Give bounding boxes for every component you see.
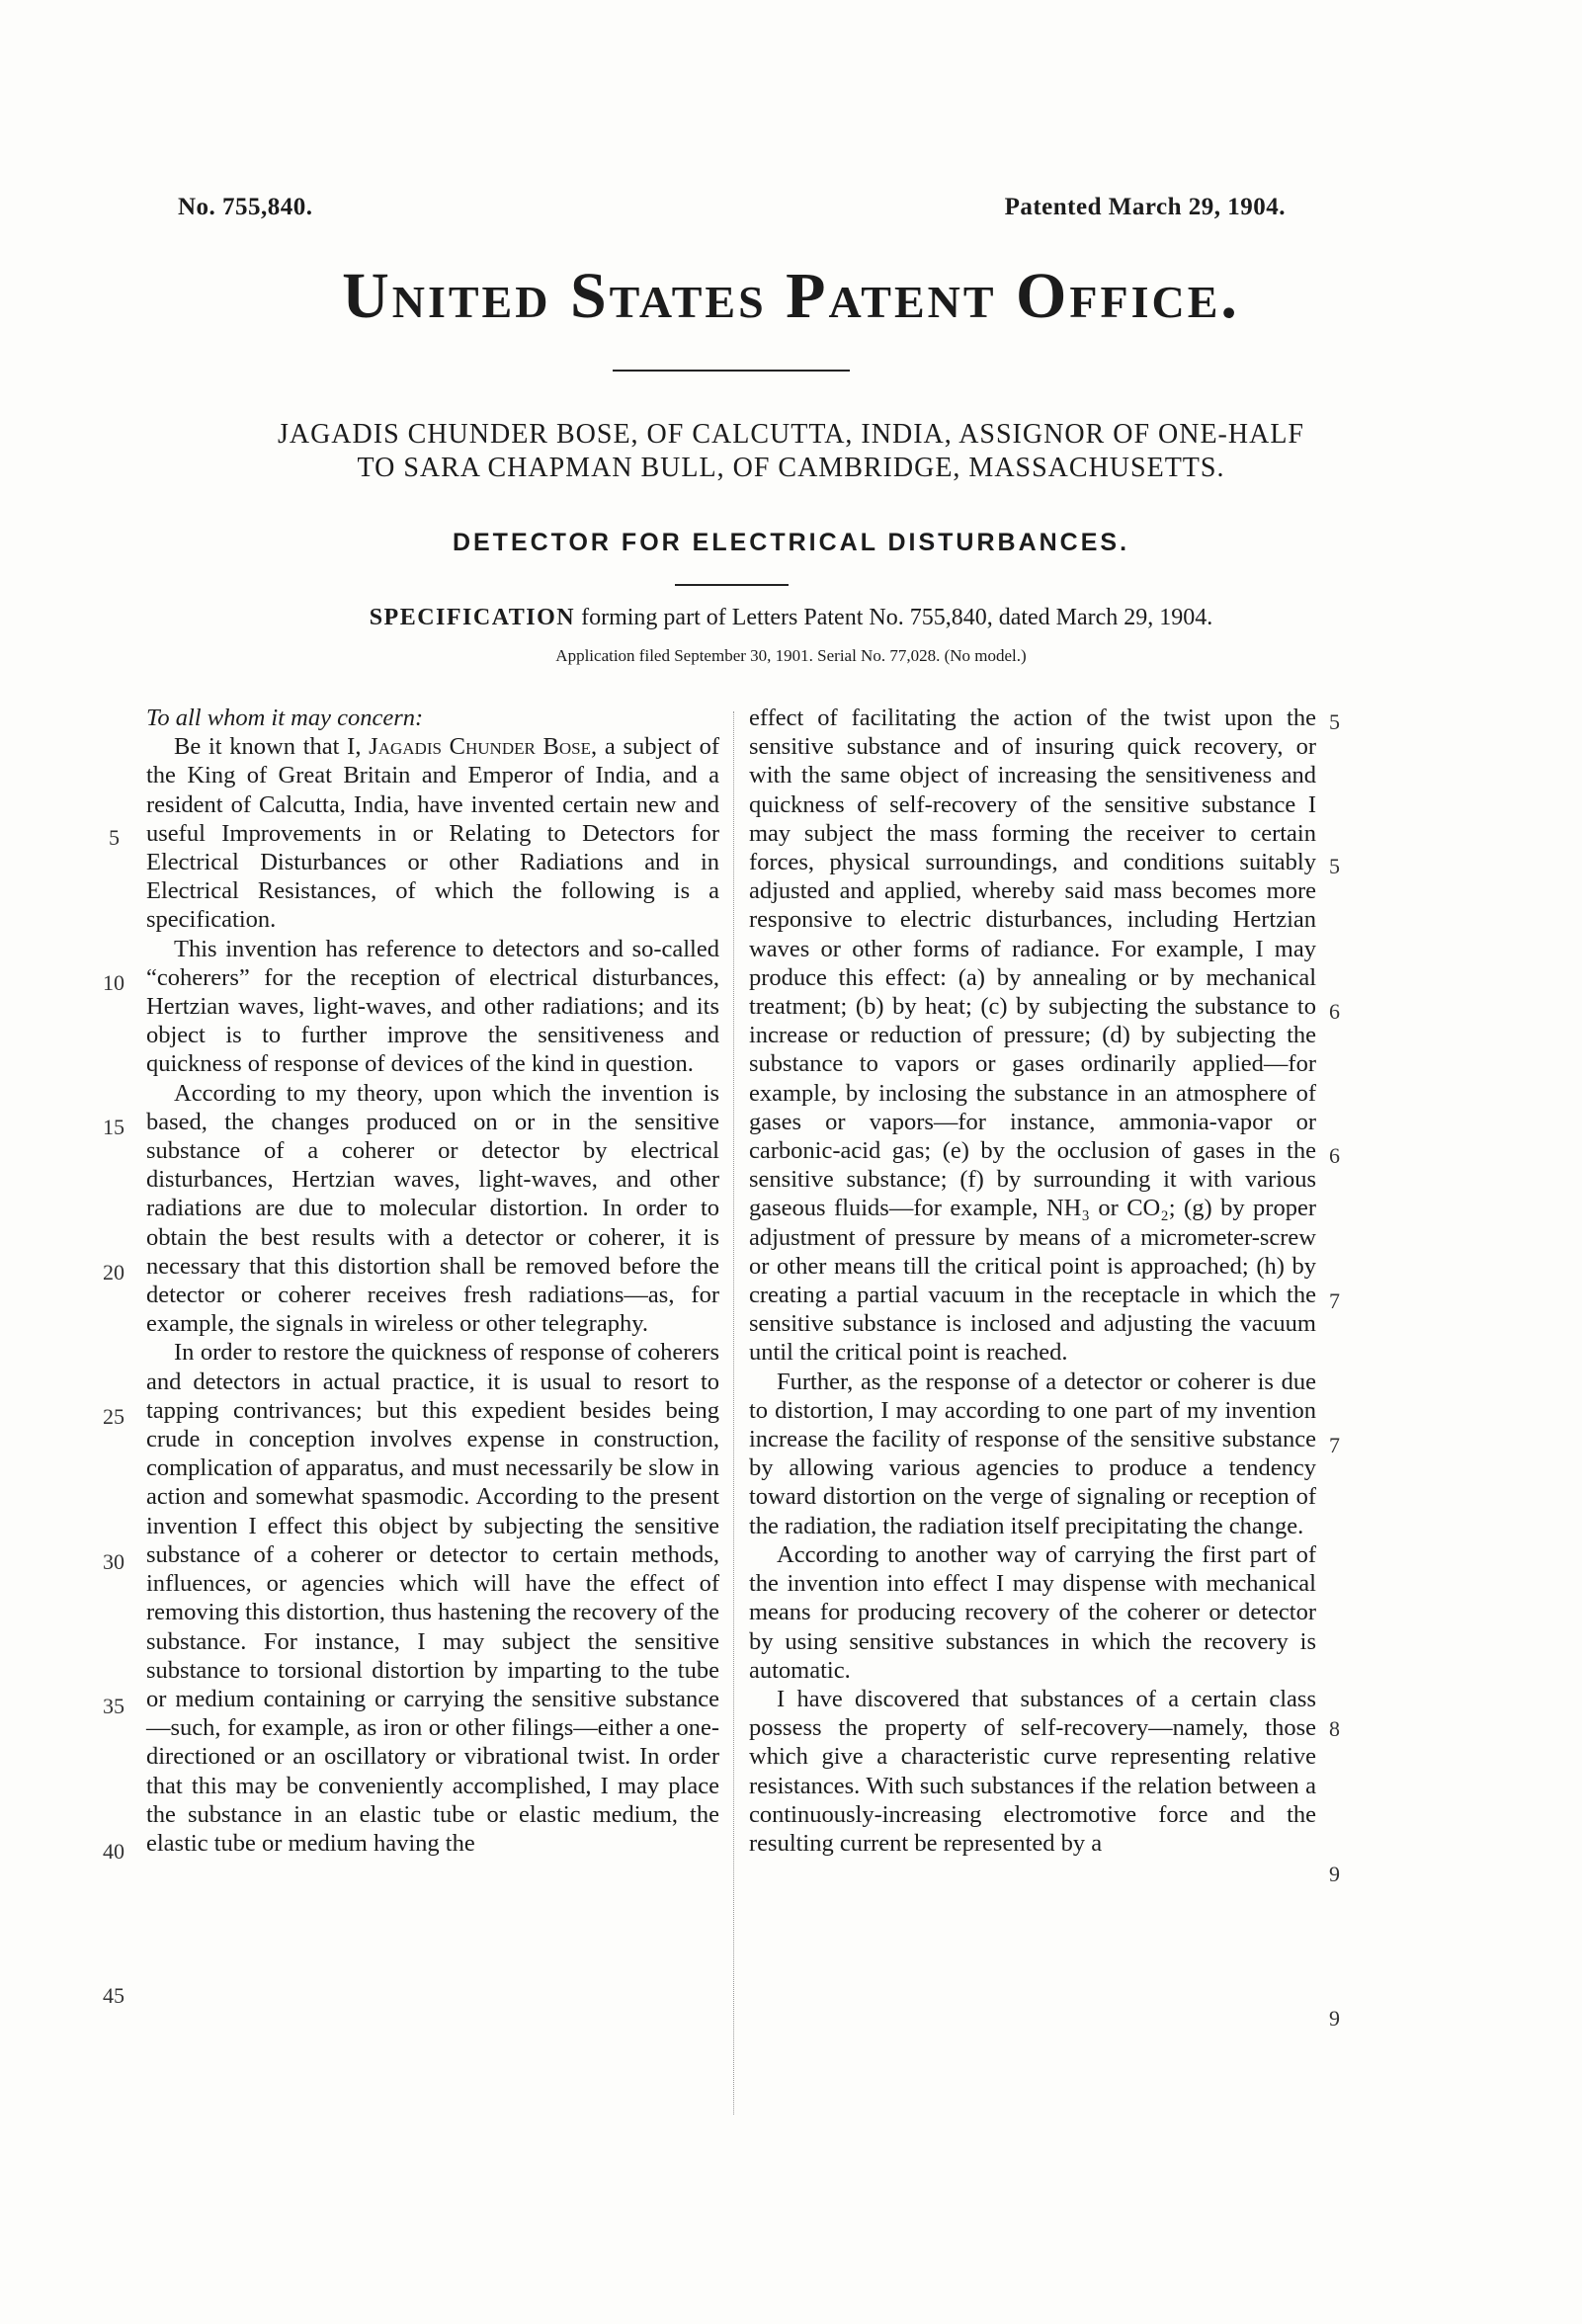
right-column — [749, 704, 1316, 1858]
p1-rest: , a subject of the King of Great Britain and Emperor of India, and a resident of Calcutta, India, have invented certain new and useful Improvements in or Relating to Detectors for Electrical Disturbances or other Radiations and in Electrical Resistances, of which the following is a specification. — [146, 733, 719, 934]
line-number: 6 — [1329, 1143, 1340, 1168]
application-line: Application filed September 30, 1901. Serial No. 77,028. (No model.) — [555, 646, 1027, 665]
line-number: 20 — [103, 1260, 125, 1285]
inventor-line-2: TO SARA CHAPMAN BULL, OF CAMBRIDGE, MASSACHUSETTS. — [357, 453, 1225, 483]
line-number: 25 — [103, 1404, 125, 1429]
right-paragraph-2: Further, as the response of a detector or coherer is due to distortion, I may according to one part of my invention increase the facility of response of the sensitive substance by allowing various agencies to produce a tendency toward distortion on the verge of signaling or reception of the radiation, the radiation itself precipitating the change. — [749, 1368, 1316, 1539]
specification-line — [0, 605, 1582, 631]
invention-title: DETECTOR FOR ELECTRICAL DISTURBANCES. — [452, 529, 1130, 556]
left-paragraph-1 — [146, 732, 719, 934]
office-title: United States Patent Office. — [342, 260, 1240, 332]
left-column — [146, 704, 719, 1858]
left-paragraph-4: In order to restore the quickness of response of coherers and detectors in actual practice, it is usual to resort to tapping contrivances; but this expedient besides being crude in conception involves expense in construction, complication of apparatus, and must necessarily be slow in action and somewhat spasmodic. According to the present invention I effect this object by subjecting the sensitive substance of a coherer or detector to certain methods, influences, or agencies which will have the effect of removing this distortion, thus hastening the recovery of the substance. For instance, I may subject the sensitive substance to torsional distortion by imparting to the tube or medium containing or carrying the sensitive substance—such, for example, as iron or other filings—either a one-directioned or an oscillatory or vibrational twist. In order that this may be conveniently accomplished, I may place the substance in an elastic tube or elastic medium, the elastic tube or medium having the — [146, 1339, 719, 1857]
inventor-name: Jagadis Chunder Bose — [369, 733, 592, 761]
line-number: 35 — [103, 1694, 125, 1718]
line-number: 45 — [103, 1983, 125, 2008]
line-number: 40 — [103, 1839, 125, 1864]
line-number: 30 — [103, 1549, 125, 1574]
line-number: 15 — [103, 1115, 125, 1139]
left-paragraph-3: According to my theory, upon which the invention is based, the changes produced on or in the sensitive substance of a coherer or detector by electrical disturbances, Hertzian waves, light-waves, and other radiations are due to molecular distortion. In order to obtain the best results with a detector or coherer, it is necessary that this distortion shall be removed before the detector or coherer receives fresh radiations—as, for example, the signals in wireless or other telegraphy. — [146, 1079, 719, 1338]
line-number: 8 — [1329, 1716, 1340, 1741]
subtitle-rule — [675, 584, 789, 586]
right-paragraph-3: According to another way of carrying the first part of the invention into effect I may dispense with mechanical means for producing recovery of the coherer or detector by using sensitive substances in which the recovery is automatic. — [749, 1540, 1316, 1684]
specification-label: SPECIFICATION — [369, 605, 576, 630]
line-number: 5 — [109, 825, 120, 850]
right-paragraph-1: effect of facilitating the action of the twist upon the sensitive substance and of insuring quick recovery, or with the same object of increasing the sensitiveness and quickness of self-recovery of the sensitive substance I may subject the mass forming the receiver to certain forces, physical surroundings, and conditions suitably adjusted and applied, whereby said mass becomes more responsive to electric disturbances, including Hertzian waves or other forms of radiance. For example, I may produce this effect: (a) by annealing or by mechanical treatment; (b) by heat; (c) by subjecting the substance to increase or reduction of pressure; (d) by subjecting the substance to vapors or gases ordinarily applied—for example, by inclosing the substance in an atmosphere of gases or vapors—for instance, ammonia-vapor or carbonic-acid gas; (e) by the occlusion of gases in the sensitive substance; (f) by surrounding it with various gaseous fluids—for example, NH₃ or CO₂; (g) by proper adjustment of pressure by means of a micrometer-screw or other means till the critical point is approached; (h) by creating a partial vacuum in the receptacle in which the sensitive substance is inclosed and adjusting the vacuum until the critical point is reached. — [749, 705, 1316, 1367]
line-number: 7 — [1329, 1433, 1340, 1457]
right-paragraph-4: I have discovered that substances of a certain class possess the property of self-recovery—namely, those which give a characteristic curve representing relative resistances. With such substances if the relation between a continuously-increasing electromotive force and the resulting current be represented by a — [749, 1685, 1316, 1857]
line-number: 7 — [1329, 1288, 1340, 1313]
title-rule — [613, 370, 850, 372]
inventor-line-1: JAGADIS CHUNDER BOSE, OF CALCUTTA, INDIA, ASSIGNOR OF ONE-HALF — [277, 419, 1305, 450]
p1-start: Be it known that I, — [174, 733, 370, 761]
line-number: 10 — [103, 970, 125, 995]
line-number: 6 — [1329, 999, 1340, 1024]
line-number: 9 — [1329, 1862, 1340, 1886]
patent-number: No. 755,840. — [178, 194, 313, 220]
line-number: 5 — [1329, 709, 1340, 734]
salutation: To all whom it may concern: — [146, 705, 424, 731]
line-number: 5 — [1329, 854, 1340, 878]
column-divider — [733, 711, 734, 2115]
specification-text: forming part of Letters Patent No. 755,840, dated March 29, 1904. — [575, 605, 1213, 630]
left-paragraph-2: This invention has reference to detectors and so-called “coherers” for the reception of electrical disturbances, Hertzian waves, light-waves, and other radiations; and its object is to further improve the sensitiveness and quickness of response of devices of the kind in question. — [146, 935, 719, 1078]
patented-date: Patented March 29, 1904. — [1004, 194, 1286, 220]
line-number: 9 — [1329, 2006, 1340, 2031]
